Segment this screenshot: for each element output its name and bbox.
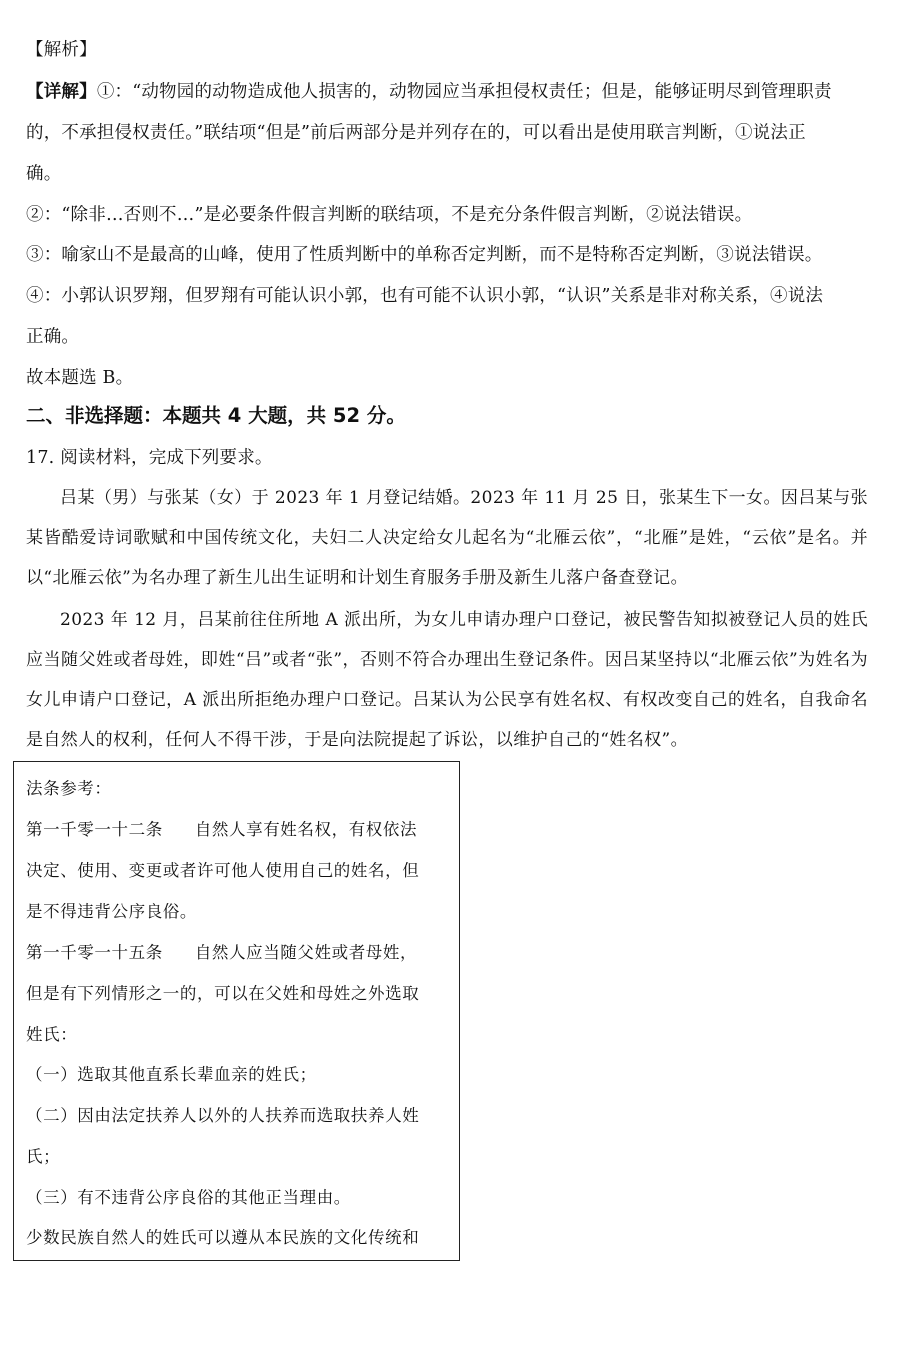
minority-clause: 少数民族自然人的姓氏可以遵从本民族的文化传统和 xyxy=(26,1228,420,1247)
material-paragraph-2 xyxy=(26,600,868,760)
case-2-line-2: 氏； xyxy=(26,1147,61,1166)
article-1012-text-1: 自然人享有姓名权，有权依法 xyxy=(194,820,418,839)
detail-text-1: ①：“动物园的动物造成他人损害的，动物园应当承担侵权责任；但是，能够证明尽到管理职责 xyxy=(96,82,832,102)
article-1015-text-1: 自然人应当随父姓或者母姓， xyxy=(194,943,418,962)
law-reference-box xyxy=(13,761,460,1261)
case-1: （一）选取其他直系长辈血亲的姓氏； xyxy=(26,1065,317,1084)
detail-line-1 xyxy=(26,80,876,104)
section-title: 二、非选择题：本题共 4 大题，共 52 分。 xyxy=(26,404,406,427)
article-1015-line-3: 姓氏： xyxy=(26,1025,78,1044)
case-3: （三）有不违背公序良俗的其他正当理由。 xyxy=(26,1188,351,1207)
material-paragraph-1-text: 吕某（男）与张某（女）于 2023 年 1 月登记结婚。2023 年 11 月 25 日，张某生下一女。因吕某与张某皆酷爱诗词歌赋和中国传统文化，夫妇二人决定给女儿起名为“北雁云依”，“北雁”是姓，“云依”是名。并以“北雁云依”为名办理了新生儿出生证明和计划生育服务手册及新生儿落户备查登记。 xyxy=(26,488,868,588)
article-1012-number: 第一千零一十二条 xyxy=(26,820,163,839)
answer-line: 故本题选 B。 xyxy=(26,368,134,388)
explanation-item-2: ②：“除非…否则不…”是必要条件假言判断的联结项，不是充分条件假言判断，②说法错误。 xyxy=(26,205,753,225)
article-1012-line-2: 决定、使用、变更或者许可他人使用自己的姓名，但 xyxy=(26,861,420,880)
detail-label: 【详解】 xyxy=(26,82,97,102)
explanation-item-4-line-2: 正确。 xyxy=(26,327,80,347)
article-1015-number: 第一千零一十五条 xyxy=(26,943,163,962)
law-heading: 法条参考： xyxy=(26,779,112,798)
article-1015-line-2: 但是有下列情形之一的，可以在父姓和母姓之外选取 xyxy=(26,984,420,1003)
explanation-item-3: ③：喻家山不是最高的山峰，使用了性质判断中的单称否定判断，而不是特称否定判断，③说法错误。 xyxy=(26,245,823,265)
analysis-label: 【解析】 xyxy=(26,40,97,60)
question-17-prompt: 17. 阅读材料，完成下列要求。 xyxy=(26,448,273,468)
material-paragraph-2-text: 2023 年 12 月，吕某前往住所地 A 派出所，为女儿申请办理户口登记，被民警告知拟被登记人员的姓氏应当随父姓或者母姓，即姓“吕”或者“张”，否则不符合办理出生登记条件。因吕某坚持以“北雁云依”为姓名为女儿申请户口登记，A 派出所拒绝办理户口登记。吕某认为公民享有姓名权、有权改变自己的姓名，自我命名是自然人的权利，任何人不得干涉，于是向法院提起了诉讼，以维护自己的“姓名权”。 xyxy=(26,610,868,750)
detail-line-3: 确。 xyxy=(26,164,62,184)
article-1015-line-1 xyxy=(26,942,451,964)
article-1012-line-3: 是不得违背公序良俗。 xyxy=(26,902,197,921)
detail-line-2: 的，不承担侵权责任。”联结项“但是”前后两部分是并列存在的，可以看出是使用联言判断，①说法正 xyxy=(26,123,806,143)
material-paragraph-1 xyxy=(26,478,868,598)
article-1012-line-1 xyxy=(26,819,451,841)
explanation-item-4-line-1: ④：小郭认识罗翔，但罗翔有可能认识小郭，也有可能不认识小郭，“认识”关系是非对称关系，④说法 xyxy=(26,286,824,306)
case-2-line-1: （二）因由法定扶养人以外的人扶养而选取扶养人姓 xyxy=(26,1106,420,1125)
